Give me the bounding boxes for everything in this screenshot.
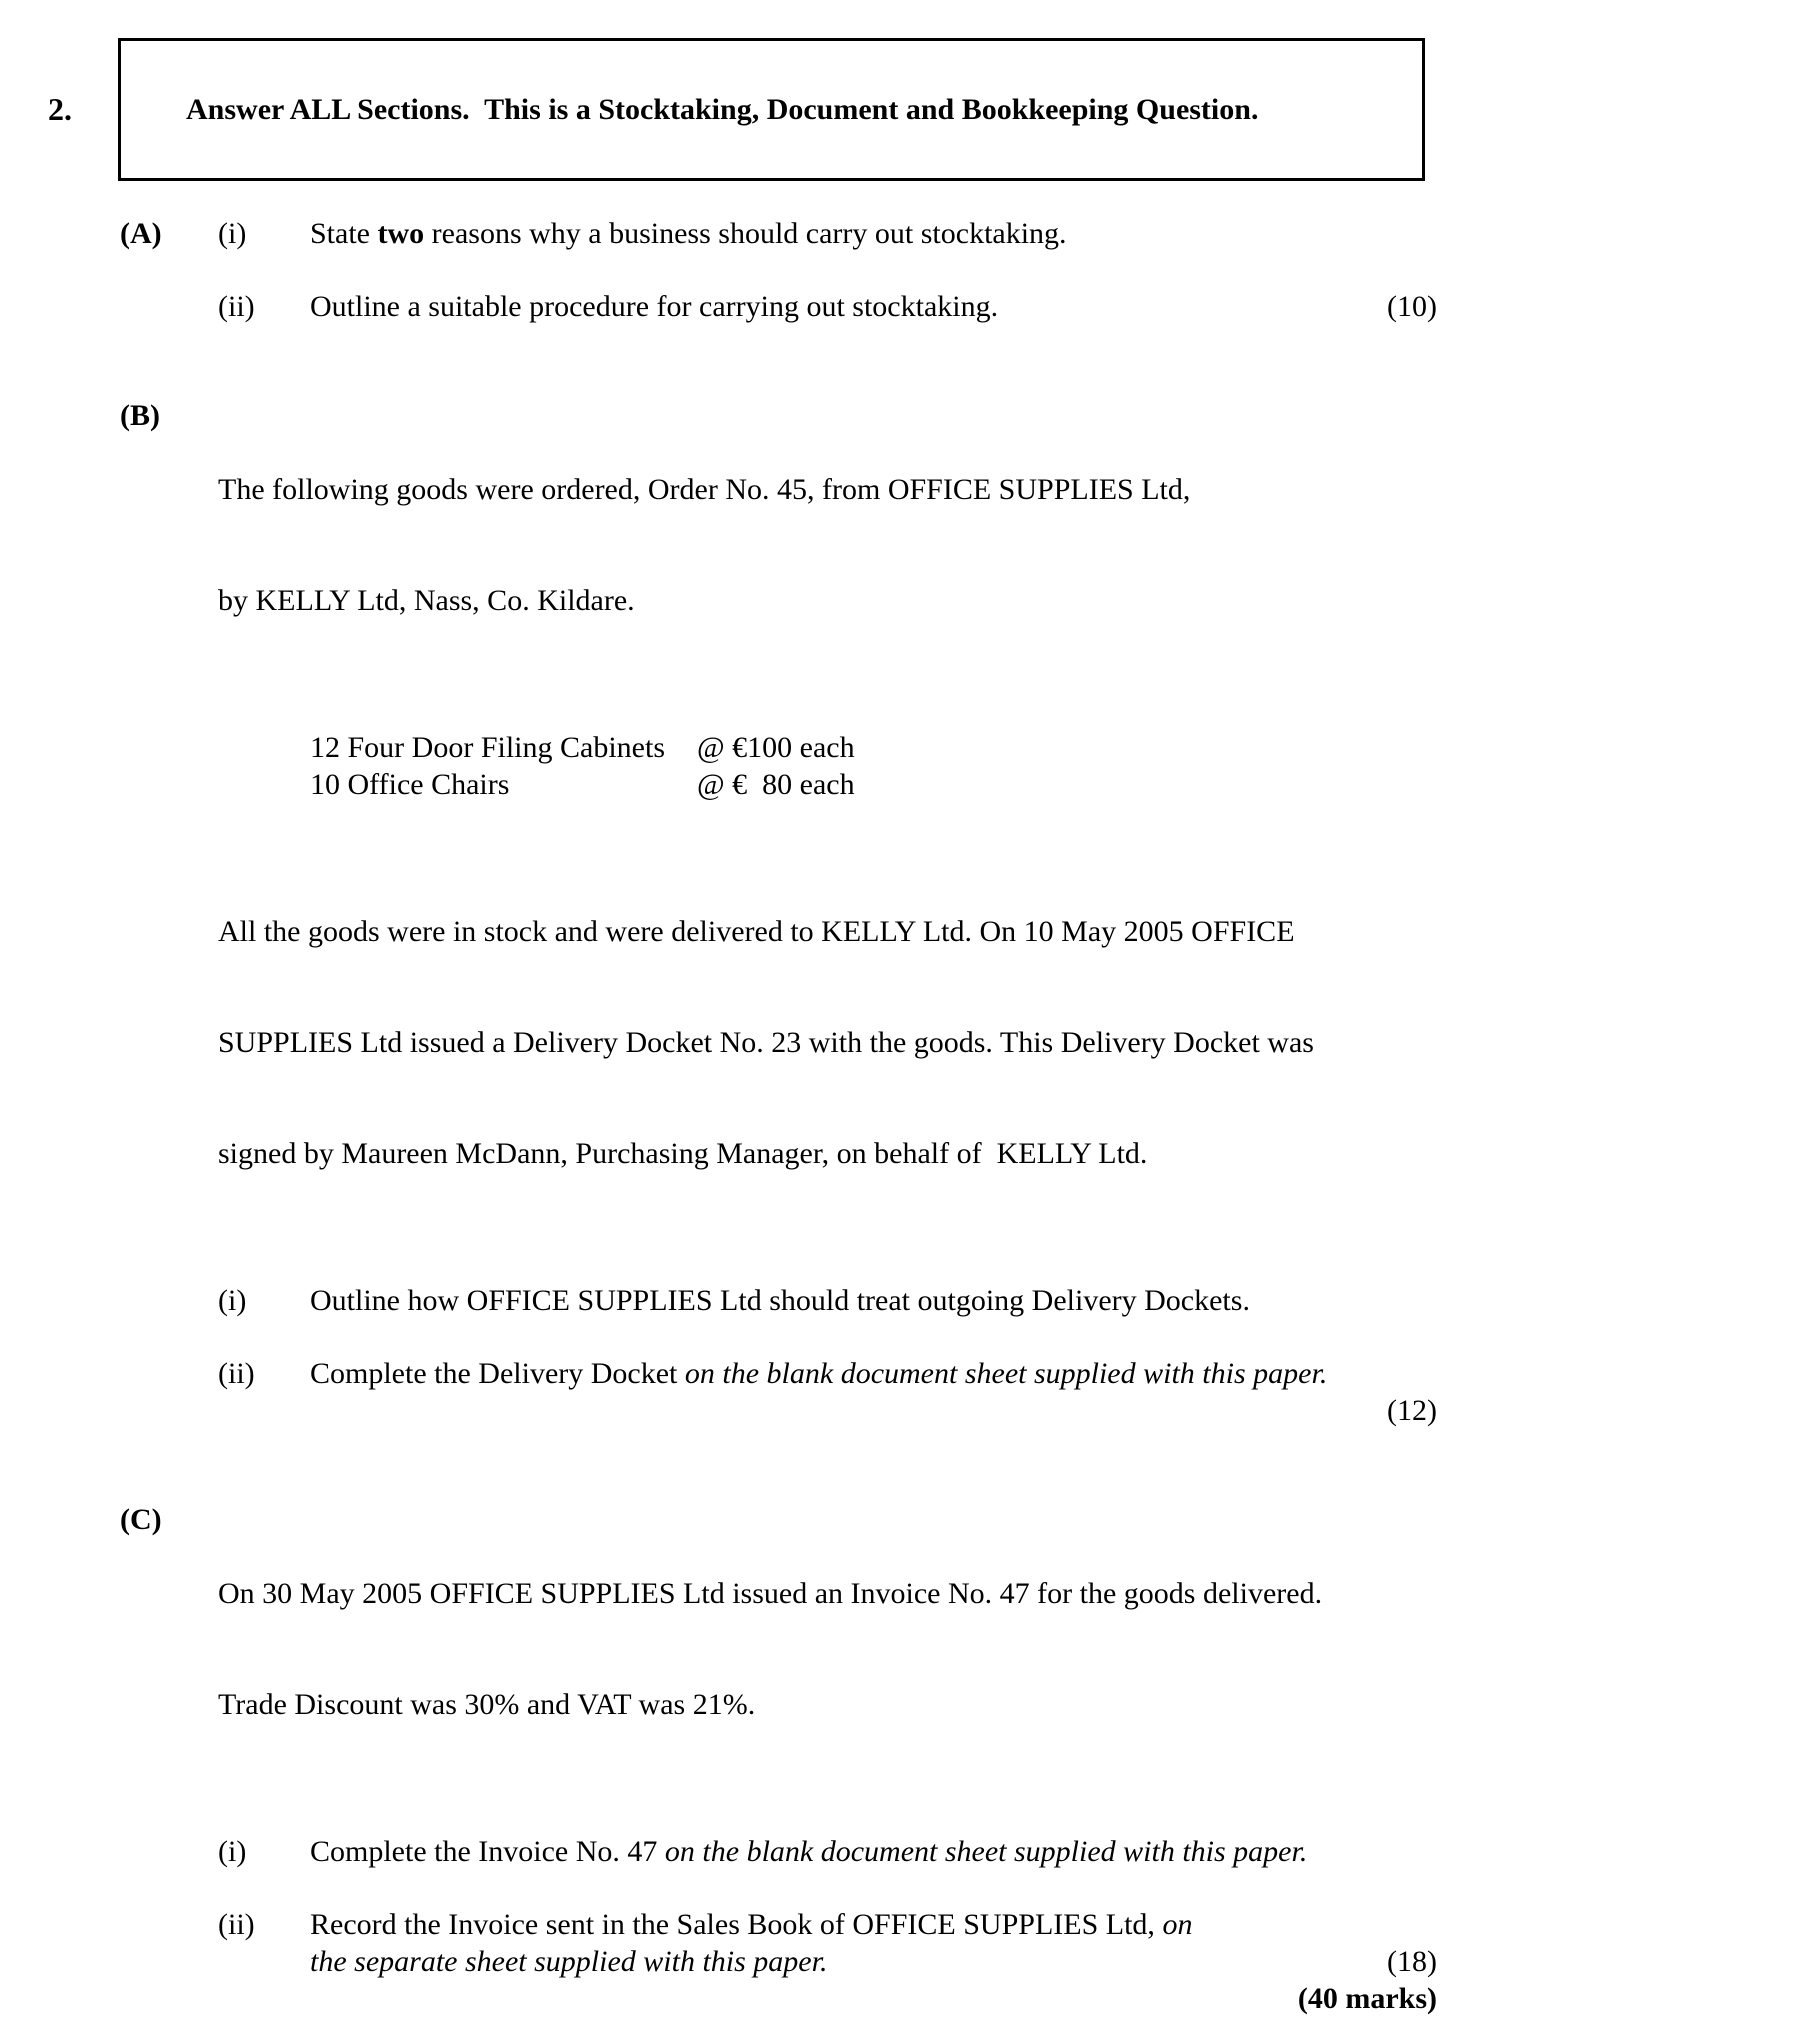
paragraph-line: The following goods were ordered, Order No. 45, from OFFICE SUPPLIES Ltd, (218, 473, 1191, 506)
item-text (310, 1355, 1437, 1392)
question-number: 2. (48, 91, 72, 127)
paragraph-line: Trade Discount was 30% and VAT was 21%. (218, 1688, 756, 1721)
filler (120, 1980, 1298, 2017)
item-text-pre: Complete the Invoice No. 47 (310, 1835, 665, 1868)
goods-item-price: @ € 80 each (697, 768, 855, 801)
section-b-body-text (218, 839, 1437, 1246)
paragraph-line: by KELLY Ltd, Nass, Co. Kildare. (218, 584, 635, 617)
section-c-intro (120, 1501, 1437, 1797)
marks-badge: (12) (1387, 1394, 1437, 1427)
item-number: (i) (218, 1284, 247, 1317)
goods-line (310, 729, 1437, 766)
item-text-pre: State (310, 217, 378, 250)
section-c-item-ii-line2 (120, 1943, 1437, 1980)
item-text-pre: Record the Invoice sent in the Sales Book of OFFICE SUPPLIES Ltd, (310, 1908, 1163, 1941)
goods-table (310, 729, 1437, 803)
item-number: (i) (218, 1835, 247, 1868)
section-a-item-i (120, 215, 1437, 252)
item-text-italic: on the blank document sheet supplied with this paper. (684, 1357, 1328, 1390)
item-text-italic: on the blank document sheet supplied with this paper. (664, 1835, 1308, 1868)
goods-line (310, 766, 1437, 803)
goods-list (120, 729, 1437, 803)
paragraph-line: All the goods were in stock and were delivered to KELLY Ltd. On 10 May 2005 OFFICE (218, 915, 1295, 948)
question-header-row (48, 38, 1818, 181)
section-b-label: (B) (120, 399, 160, 432)
section-a-label: (A) (120, 217, 162, 250)
header-box (118, 38, 1425, 181)
section-c-label: (C) (120, 1503, 162, 1536)
item-text: Outline how OFFICE SUPPLIES Ltd should treat outgoing Delivery Dockets. (310, 1284, 1250, 1317)
item-text-italic: on (1162, 1908, 1193, 1941)
item-text (310, 1833, 1437, 1870)
section-b-body (120, 839, 1437, 1246)
section-a-item-ii (120, 288, 1437, 325)
total-marks-badge: (40 marks) (1297, 1982, 1437, 2015)
section-b-intro-text (218, 397, 1437, 693)
item-text (310, 215, 1437, 252)
item-text-post: reasons why a business should carry out stocktaking. (424, 217, 1067, 250)
item-number: (ii) (218, 290, 255, 323)
filler (120, 1392, 1387, 1429)
goods-item-description: 12 Four Door Filing Cabinets (310, 731, 666, 764)
item-number: (i) (218, 217, 247, 250)
section-b-item-ii (120, 1355, 1437, 1392)
section-b-intro (120, 397, 1437, 693)
total-marks-row (120, 1980, 1437, 2017)
section-c-item-i (120, 1833, 1437, 1870)
marks-badge: (18) (1387, 1945, 1437, 1978)
section-c-intro-text (218, 1501, 1437, 1797)
item-text-bold: two (377, 217, 425, 250)
paragraph-line: signed by Maureen McDann, Purchasing Manager, on behalf of KELLY Ltd. (218, 1137, 1148, 1170)
paragraph-line: On 30 May 2005 OFFICE SUPPLIES Ltd issued an Invoice No. 47 for the goods delivered. (218, 1577, 1323, 1610)
goods-item-price: @ €100 each (697, 731, 855, 764)
paragraph-line: SUPPLIES Ltd issued a Delivery Docket No. 23 with the goods. This Delivery Docket was (218, 1026, 1314, 1059)
item-number: (ii) (218, 1357, 255, 1390)
question-content (120, 215, 1437, 2017)
section-b-item-i (120, 1282, 1437, 1319)
section-b-marks-row (120, 1392, 1437, 1429)
header-text: Answer ALL Sections. This is a Stocktaking, Document and Bookkeeping Question. (186, 93, 1259, 126)
item-text (310, 1906, 1437, 1943)
goods-item-description: 10 Office Chairs (310, 768, 510, 801)
item-number: (ii) (218, 1908, 255, 1941)
item-text: Outline a suitable procedure for carrying out stocktaking. (310, 290, 999, 323)
marks-badge: (10) (1387, 290, 1437, 323)
item-text-pre: Complete the Delivery Docket (310, 1357, 685, 1390)
section-c-item-ii-line1 (120, 1906, 1437, 1943)
item-text-italic: the separate sheet supplied with this paper. (310, 1945, 828, 1978)
